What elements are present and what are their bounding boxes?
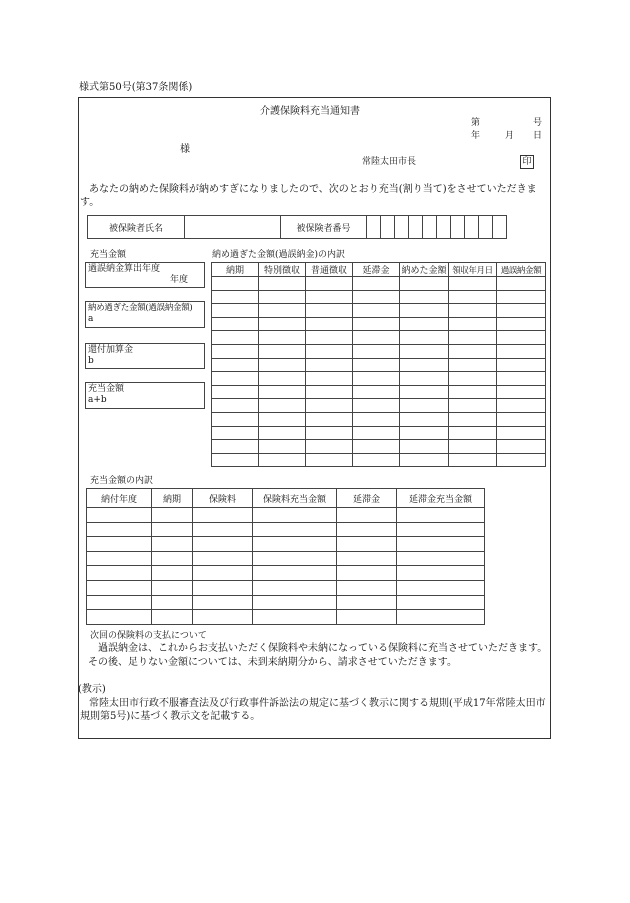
table-cell[interactable] xyxy=(306,399,353,413)
table-cell[interactable] xyxy=(152,522,193,537)
table-cell[interactable] xyxy=(152,551,193,566)
fiscal-year-box xyxy=(85,262,205,288)
table-cell[interactable] xyxy=(400,317,449,331)
table-row xyxy=(212,290,546,304)
table-row xyxy=(212,372,546,386)
table-cell[interactable] xyxy=(449,290,497,304)
table-cell[interactable] xyxy=(259,399,306,413)
table-cell[interactable] xyxy=(87,595,152,610)
table-row xyxy=(212,440,546,454)
table-cell[interactable] xyxy=(87,508,152,523)
col-header: 納期 xyxy=(212,263,259,277)
table-cell[interactable] xyxy=(152,508,193,523)
table-cell[interactable] xyxy=(193,595,253,610)
table-cell[interactable] xyxy=(212,317,259,331)
table-row xyxy=(212,331,546,345)
col-header: 納期 xyxy=(152,489,193,508)
table-cell[interactable] xyxy=(337,522,397,537)
document-title: 介護保険料充当通知書 xyxy=(260,106,360,117)
overpaid-label: 納め過ぎた金額(過誤納金額) xyxy=(88,303,193,313)
col-header: 保険料 xyxy=(193,489,253,508)
table-cell[interactable] xyxy=(306,290,353,304)
insured-number-digit[interactable] xyxy=(493,216,507,239)
table-cell[interactable] xyxy=(259,426,306,440)
table-cell[interactable] xyxy=(353,412,400,426)
table-cell[interactable] xyxy=(400,453,449,467)
col-header: 納付年度 xyxy=(87,489,152,508)
refund-interest-label: 還付加算金 xyxy=(88,345,134,355)
table-cell[interactable] xyxy=(397,595,485,610)
table-cell[interactable] xyxy=(353,304,400,318)
table-cell[interactable] xyxy=(212,399,259,413)
table-cell[interactable] xyxy=(449,331,497,345)
table-cell[interactable] xyxy=(87,522,152,537)
table-cell[interactable] xyxy=(353,385,400,399)
table-cell[interactable] xyxy=(397,566,485,581)
table-cell[interactable] xyxy=(306,358,353,372)
number-prefix: 第 xyxy=(471,118,481,128)
table-cell[interactable] xyxy=(212,277,259,291)
addressee-suffix: 様 xyxy=(180,144,190,155)
table-cell[interactable] xyxy=(253,595,337,610)
table-cell[interactable] xyxy=(449,358,497,372)
table-cell[interactable] xyxy=(449,385,497,399)
table-cell[interactable] xyxy=(87,551,152,566)
next-payment-line1: 過誤納金は、これからお支払いただく保険料や未納になっている保険料に充当させていただきます。 xyxy=(98,643,548,654)
col-header: 領収年月日 xyxy=(449,263,497,277)
table-row xyxy=(87,537,485,552)
allocated-label: 充当金額 xyxy=(88,384,125,394)
table-cell[interactable] xyxy=(449,453,497,467)
table-cell[interactable] xyxy=(306,317,353,331)
insured-number-digit[interactable] xyxy=(409,216,423,239)
table-cell[interactable] xyxy=(353,290,400,304)
table-cell[interactable] xyxy=(253,551,337,566)
col-header: 特別徴収 xyxy=(259,263,306,277)
table-cell[interactable] xyxy=(397,580,485,595)
table-row xyxy=(212,385,546,399)
col-header: 延滞金 xyxy=(353,263,400,277)
table-row xyxy=(87,610,485,625)
refund-interest-box xyxy=(85,343,205,369)
date-month: 月 xyxy=(505,131,515,141)
table-cell[interactable] xyxy=(497,426,546,440)
table-cell[interactable] xyxy=(400,385,449,399)
date-day: 日 xyxy=(533,131,543,141)
allocation-breakdown-heading: 充当金額の内訳 xyxy=(90,476,154,486)
insured-number-digit[interactable] xyxy=(423,216,437,239)
seal-mark: 印 xyxy=(520,155,534,169)
allocated-box xyxy=(85,382,205,409)
table-cell[interactable] xyxy=(353,331,400,345)
table-cell[interactable] xyxy=(212,372,259,386)
insured-number-digit[interactable] xyxy=(437,216,451,239)
table-cell[interactable] xyxy=(193,551,253,566)
table-cell[interactable] xyxy=(497,317,546,331)
table-cell[interactable] xyxy=(497,344,546,358)
table-cell[interactable] xyxy=(259,317,306,331)
table-cell[interactable] xyxy=(306,440,353,454)
insured-number-digit[interactable] xyxy=(381,216,395,239)
table-cell[interactable] xyxy=(253,537,337,552)
col-header: 延滞金 xyxy=(337,489,397,508)
table-cell[interactable] xyxy=(253,566,337,581)
insured-number-digit[interactable] xyxy=(395,216,409,239)
overpaid-breakdown-table xyxy=(211,262,546,467)
table-cell[interactable] xyxy=(400,372,449,386)
table-cell[interactable] xyxy=(449,372,497,386)
table-row xyxy=(212,358,546,372)
table-cell[interactable] xyxy=(212,331,259,345)
table-row xyxy=(87,522,485,537)
col-header: 過誤納金額 xyxy=(497,263,546,277)
table-cell[interactable] xyxy=(353,344,400,358)
table-cell[interactable] xyxy=(337,566,397,581)
table-cell[interactable] xyxy=(400,440,449,454)
table-cell[interactable] xyxy=(397,508,485,523)
table-row xyxy=(212,426,546,440)
table-cell[interactable] xyxy=(306,344,353,358)
table-cell[interactable] xyxy=(449,412,497,426)
table-cell[interactable] xyxy=(212,385,259,399)
table-cell[interactable] xyxy=(497,372,546,386)
table-row xyxy=(212,304,546,318)
table-cell[interactable] xyxy=(397,522,485,537)
table-cell[interactable] xyxy=(306,331,353,345)
table-cell[interactable] xyxy=(152,580,193,595)
insured-number-label: 被保険者番号 xyxy=(281,216,367,239)
fiscal-year-unit: 年度 xyxy=(169,275,188,285)
table-cell[interactable] xyxy=(353,399,400,413)
next-payment-line2: その後、足りない金額については、未到来納期分から、請求させていただきます。 xyxy=(88,657,457,668)
notice-heading: (教示) xyxy=(78,684,106,695)
table-cell[interactable] xyxy=(306,426,353,440)
table-cell[interactable] xyxy=(152,537,193,552)
table-cell[interactable] xyxy=(193,566,253,581)
table-cell[interactable] xyxy=(449,277,497,291)
table-cell[interactable] xyxy=(497,399,546,413)
table-cell[interactable] xyxy=(87,580,152,595)
table-cell[interactable] xyxy=(259,372,306,386)
table-cell[interactable] xyxy=(259,331,306,345)
allocation-breakdown-table xyxy=(86,488,485,625)
table-cell[interactable] xyxy=(497,277,546,291)
col-header: 延滞金充当金額 xyxy=(397,489,485,508)
table-cell[interactable] xyxy=(337,580,397,595)
table-cell[interactable] xyxy=(212,304,259,318)
table-cell[interactable] xyxy=(306,385,353,399)
table-row xyxy=(212,277,546,291)
table-cell[interactable] xyxy=(259,440,306,454)
table-cell[interactable] xyxy=(497,440,546,454)
table-cell[interactable] xyxy=(497,290,546,304)
table-cell[interactable] xyxy=(497,385,546,399)
table-cell[interactable] xyxy=(306,453,353,467)
table-cell[interactable] xyxy=(193,508,253,523)
table-cell[interactable] xyxy=(193,610,253,625)
table-cell[interactable] xyxy=(253,610,337,625)
table-cell[interactable] xyxy=(449,440,497,454)
table-cell[interactable] xyxy=(306,277,353,291)
table-cell[interactable] xyxy=(193,580,253,595)
table-row xyxy=(212,317,546,331)
table-cell[interactable] xyxy=(353,440,400,454)
table-cell[interactable] xyxy=(212,344,259,358)
allocation-heading: 充当金額 xyxy=(90,250,127,260)
table-row xyxy=(212,399,546,413)
table-cell[interactable] xyxy=(152,595,193,610)
table-cell[interactable] xyxy=(353,372,400,386)
table-cell[interactable] xyxy=(259,385,306,399)
table-cell[interactable] xyxy=(193,522,253,537)
table-cell[interactable] xyxy=(400,358,449,372)
table-cell[interactable] xyxy=(212,290,259,304)
table-cell[interactable] xyxy=(397,551,485,566)
table-cell[interactable] xyxy=(212,426,259,440)
fiscal-year-label: 過誤納金算出年度 xyxy=(88,264,161,274)
date-year: 年 xyxy=(471,131,481,141)
next-payment-heading: 次回の保険料の支払について xyxy=(90,631,207,641)
table-cell[interactable] xyxy=(449,317,497,331)
table-cell[interactable] xyxy=(397,537,485,552)
table-cell[interactable] xyxy=(337,508,397,523)
table-cell[interactable] xyxy=(449,399,497,413)
table-cell[interactable] xyxy=(400,277,449,291)
table-cell[interactable] xyxy=(259,412,306,426)
col-header: 納めた金額 xyxy=(400,263,449,277)
table-cell[interactable] xyxy=(400,426,449,440)
table-cell[interactable] xyxy=(353,358,400,372)
allocated-var: a+b xyxy=(88,395,107,405)
table-cell[interactable] xyxy=(152,610,193,625)
col-header: 普通徴収 xyxy=(306,263,353,277)
table-cell[interactable] xyxy=(400,331,449,345)
table-cell[interactable] xyxy=(253,522,337,537)
table-cell[interactable] xyxy=(193,537,253,552)
table-cell[interactable] xyxy=(400,399,449,413)
table-row xyxy=(87,580,485,595)
table-cell[interactable] xyxy=(253,508,337,523)
table-cell[interactable] xyxy=(337,551,397,566)
table-cell[interactable] xyxy=(400,304,449,318)
table-row xyxy=(87,508,485,523)
overpaid-var: a xyxy=(88,314,94,324)
table-cell[interactable] xyxy=(259,453,306,467)
table-cell[interactable] xyxy=(497,412,546,426)
table-cell[interactable] xyxy=(337,595,397,610)
table-cell[interactable] xyxy=(397,610,485,625)
table-cell[interactable] xyxy=(353,317,400,331)
table-cell[interactable] xyxy=(87,537,152,552)
form-label: 様式第50号(第37条関係) xyxy=(79,82,193,93)
table-row xyxy=(87,595,485,610)
table-cell[interactable] xyxy=(497,331,546,345)
table-cell[interactable] xyxy=(259,358,306,372)
table-cell[interactable] xyxy=(400,344,449,358)
insured-name-cell[interactable] xyxy=(185,216,281,239)
intro-text: あなたの納めた保険料が納めすぎになりましたので、次のとおり充当(割り当て)をさせていただきます。 xyxy=(80,184,537,208)
table-cell[interactable] xyxy=(353,426,400,440)
table-cell[interactable] xyxy=(152,566,193,581)
table-cell[interactable] xyxy=(497,304,546,318)
table-cell[interactable] xyxy=(497,358,546,372)
table-cell[interactable] xyxy=(259,344,306,358)
table-cell[interactable] xyxy=(353,277,400,291)
table-cell[interactable] xyxy=(212,358,259,372)
table-cell[interactable] xyxy=(337,537,397,552)
table-cell[interactable] xyxy=(212,412,259,426)
col-header: 保険料充当金額 xyxy=(253,489,337,508)
insured-name-label: 被保険者氏名 xyxy=(88,216,185,239)
table-cell[interactable] xyxy=(400,412,449,426)
table-row xyxy=(212,453,546,467)
table-cell[interactable] xyxy=(337,610,397,625)
insured-number-digit[interactable] xyxy=(367,216,381,239)
table-cell[interactable] xyxy=(449,344,497,358)
overpaid-breakdown-heading: 納め過ぎた金額(過誤納金)の内訳 xyxy=(212,250,346,260)
table-cell[interactable] xyxy=(306,412,353,426)
notice-text: 常陸太田市行政不服審査法及び行政事件訴訟法の規定に基づく教示に関する規則(平成17年常陸太田市規則第5号)に基づく教示文を記載する。 xyxy=(80,698,546,722)
table-cell[interactable] xyxy=(212,440,259,454)
insured-number-digit[interactable] xyxy=(451,216,465,239)
table-row xyxy=(87,566,485,581)
number-suffix: 号 xyxy=(533,118,543,128)
table-cell[interactable] xyxy=(400,290,449,304)
table-cell[interactable] xyxy=(259,277,306,291)
table-cell[interactable] xyxy=(306,372,353,386)
table-cell[interactable] xyxy=(212,453,259,467)
insured-number-digit[interactable] xyxy=(465,216,479,239)
table-cell[interactable] xyxy=(259,290,306,304)
table-cell[interactable] xyxy=(87,610,152,625)
table-cell[interactable] xyxy=(353,453,400,467)
table-row xyxy=(212,412,546,426)
table-cell[interactable] xyxy=(306,304,353,318)
insured-table xyxy=(87,215,507,239)
table-row xyxy=(212,344,546,358)
table-cell[interactable] xyxy=(497,453,546,467)
refund-interest-var: b xyxy=(88,356,94,366)
table-cell[interactable] xyxy=(253,580,337,595)
insured-number-digit[interactable] xyxy=(479,216,493,239)
table-row xyxy=(87,551,485,566)
table-cell[interactable] xyxy=(449,426,497,440)
issuer: 常陸太田市長 xyxy=(362,157,417,167)
table-cell[interactable] xyxy=(259,304,306,318)
overpaid-box xyxy=(85,301,205,328)
table-cell[interactable] xyxy=(449,304,497,318)
table-cell[interactable] xyxy=(87,566,152,581)
